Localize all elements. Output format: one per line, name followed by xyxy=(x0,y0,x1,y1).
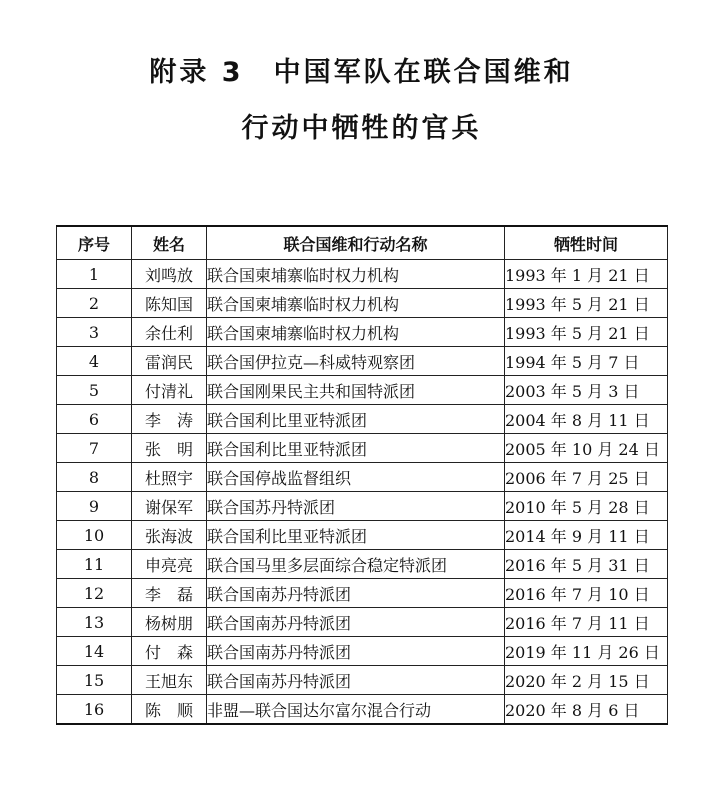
cell-mission: 联合国利比里亚特派团 xyxy=(207,434,505,463)
cell-name: 李 磊 xyxy=(132,579,207,608)
cell-date: 2003 年 5 月 3 日 xyxy=(505,376,668,405)
cell-mission: 非盟—联合国达尔富尔混合行动 xyxy=(207,695,505,725)
table-row xyxy=(57,550,668,579)
cell-name: 刘鸣放 xyxy=(132,260,207,289)
cell-no: 6 xyxy=(57,405,132,434)
cell-date: 2014 年 9 月 11 日 xyxy=(505,521,668,550)
table-row xyxy=(57,637,668,666)
cell-no: 9 xyxy=(57,492,132,521)
cell-date: 2019 年 11 月 26 日 xyxy=(505,637,668,666)
cell-name: 谢保军 xyxy=(132,492,207,521)
table-row xyxy=(57,318,668,347)
cell-no: 2 xyxy=(57,289,132,318)
cell-mission: 联合国伊拉克—科威特观察团 xyxy=(207,347,505,376)
table-row xyxy=(57,608,668,637)
cell-mission: 联合国利比里亚特派团 xyxy=(207,405,505,434)
cell-date: 1993 年 5 月 21 日 xyxy=(505,318,668,347)
table-body xyxy=(57,260,668,725)
cell-name: 付 森 xyxy=(132,637,207,666)
cell-no: 15 xyxy=(57,666,132,695)
cell-date: 2006 年 7 月 25 日 xyxy=(505,463,668,492)
cell-date: 2016 年 7 月 10 日 xyxy=(505,579,668,608)
cell-date: 2005 年 10 月 24 日 xyxy=(505,434,668,463)
cell-mission: 联合国利比里亚特派团 xyxy=(207,521,505,550)
table-header-row xyxy=(57,226,668,260)
cell-mission: 联合国马里多层面综合稳定特派团 xyxy=(207,550,505,579)
cell-no: 1 xyxy=(57,260,132,289)
cell-no: 11 xyxy=(57,550,132,579)
cell-date: 2020 年 8 月 6 日 xyxy=(505,695,668,725)
cell-name: 陈知国 xyxy=(132,289,207,318)
cell-name: 余仕利 xyxy=(132,318,207,347)
table-row xyxy=(57,695,668,725)
cell-no: 4 xyxy=(57,347,132,376)
table-row xyxy=(57,463,668,492)
cell-name: 王旭东 xyxy=(132,666,207,695)
table-row xyxy=(57,405,668,434)
cell-name: 陈 顺 xyxy=(132,695,207,725)
cell-no: 12 xyxy=(57,579,132,608)
cell-name: 雷润民 xyxy=(132,347,207,376)
cell-no: 16 xyxy=(57,695,132,725)
cell-no: 7 xyxy=(57,434,132,463)
page-title-line-2: 行动中牺牲的官兵 xyxy=(241,113,482,144)
page-title-line-1: 附录 3 中国军队在联合国维和 xyxy=(149,57,574,88)
cell-no: 3 xyxy=(57,318,132,347)
cell-mission: 联合国柬埔寨临时权力机构 xyxy=(207,318,505,347)
cell-date: 2020 年 2 月 15 日 xyxy=(505,666,668,695)
cell-date: 1994 年 5 月 7 日 xyxy=(505,347,668,376)
cell-date: 2010 年 5 月 28 日 xyxy=(505,492,668,521)
cell-no: 14 xyxy=(57,637,132,666)
header-no: 序号 xyxy=(57,226,132,260)
table-row xyxy=(57,492,668,521)
cell-name: 申亮亮 xyxy=(132,550,207,579)
header-date: 牺牲时间 xyxy=(505,226,668,260)
cell-mission: 联合国苏丹特派团 xyxy=(207,492,505,521)
table-row xyxy=(57,434,668,463)
cell-date: 1993 年 5 月 21 日 xyxy=(505,289,668,318)
header-mission: 联合国维和行动名称 xyxy=(207,226,505,260)
cell-date: 2004 年 8 月 11 日 xyxy=(505,405,668,434)
cell-mission: 联合国南苏丹特派团 xyxy=(207,579,505,608)
cell-name: 杜照宇 xyxy=(132,463,207,492)
cell-date: 2016 年 7 月 11 日 xyxy=(505,608,668,637)
cell-mission: 联合国刚果民主共和国特派团 xyxy=(207,376,505,405)
cell-date: 2016 年 5 月 31 日 xyxy=(505,550,668,579)
cell-mission: 联合国南苏丹特派团 xyxy=(207,666,505,695)
cell-no: 10 xyxy=(57,521,132,550)
cell-date: 1993 年 1 月 21 日 xyxy=(505,260,668,289)
cell-mission: 联合国停战监督组织 xyxy=(207,463,505,492)
header-name: 姓名 xyxy=(132,226,207,260)
table-row xyxy=(57,260,668,289)
cell-name: 张海波 xyxy=(132,521,207,550)
table-row xyxy=(57,666,668,695)
cell-mission: 联合国柬埔寨临时权力机构 xyxy=(207,260,505,289)
cell-mission: 联合国柬埔寨临时权力机构 xyxy=(207,289,505,318)
cell-name: 付清礼 xyxy=(132,376,207,405)
cell-name: 李 涛 xyxy=(132,405,207,434)
cell-mission: 联合国南苏丹特派团 xyxy=(207,608,505,637)
table-row xyxy=(57,521,668,550)
cell-name: 张 明 xyxy=(132,434,207,463)
table-row xyxy=(57,376,668,405)
table-row xyxy=(57,289,668,318)
cell-no: 8 xyxy=(57,463,132,492)
table-row xyxy=(57,347,668,376)
cell-no: 13 xyxy=(57,608,132,637)
fallen-peacekeepers-table xyxy=(56,225,668,725)
cell-name: 杨树朋 xyxy=(132,608,207,637)
table-row xyxy=(57,579,668,608)
cell-mission: 联合国南苏丹特派团 xyxy=(207,637,505,666)
cell-no: 5 xyxy=(57,376,132,405)
